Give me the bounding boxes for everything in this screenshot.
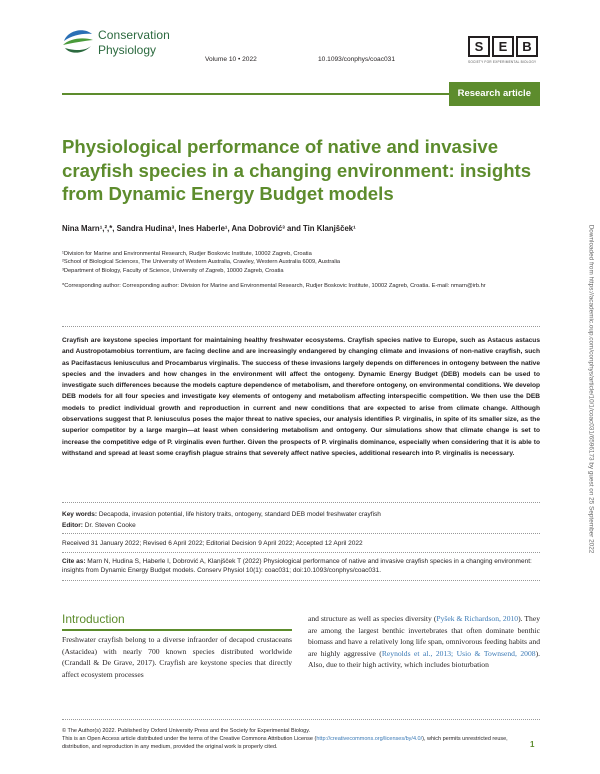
divider-editor <box>62 533 540 534</box>
divider-abstract <box>62 502 540 503</box>
license-line <box>62 735 522 751</box>
affiliation-1: ¹Division for Marine and Environmental Research, Rudjer Boskovic Institute, 10002 Zagreb, Croatia <box>62 251 312 257</box>
section-heading-introduction: Introduction <box>62 612 125 626</box>
download-watermark <box>586 194 596 584</box>
dates: Received 31 January 2022; Revised 6 April 2022; Editorial Decision 9 April 2022; Accepted 12 April 2022 <box>62 540 363 547</box>
doi-label: 10.1093/conphys/coac031 <box>318 56 395 63</box>
affiliation-2: ²School of Biological Sciences, The University of Western Australia, Crawley, Western Australia 6009, Australia <box>62 259 341 266</box>
cite-label: Cite as: <box>62 558 86 565</box>
license-text-b: ), which permits unrestricted reuse, distribution, and reproduction in any medium, provided the original work is properly cited. <box>62 736 508 750</box>
author-list: Nina Marn¹,²,*, Sandra Hudina³, Ines Haberle¹, Ana Dobrović³ and Tin Klanjšček¹ <box>62 224 356 233</box>
divider-footer <box>62 719 540 720</box>
keywords-value: Decapoda, invasion potential, life history traits, ontogeny, standard DEB model freshwater crayfish <box>98 511 381 518</box>
page-number: 1 <box>530 740 535 749</box>
cite-value: Marn N, Hudina S, Haberle I, Dobrović A, Klanjšček T (2022) Physiological performance of native and invasive crayfish species in a changing environment: insights from Dynamic Energy Budget models. Conserv Physiol 10(1): coac031; doi:10.1093/conphys/coac031. <box>62 558 532 574</box>
society-subtitle: SOCIETY FOR EXPERIMENTAL BIOLOGY <box>468 60 537 64</box>
editor-value: Dr. Steven Cooke <box>84 522 136 529</box>
section-heading-underline <box>62 629 292 631</box>
divider-top <box>62 326 540 327</box>
journal-logo-icon <box>62 26 94 56</box>
society-logo <box>468 36 540 62</box>
society-letter-b: B <box>516 36 538 57</box>
body-column-1: Freshwater crayfish belong to a diverse infraorder of decapod crustaceans (Astacidea) with nearly 700 known species distributed worldwide (Crandall & De Grave, 2017). Crayfish are keystone species that directly affect ecosystem processes <box>62 635 292 679</box>
divider-cite <box>62 580 540 581</box>
society-letter-e: E <box>492 36 514 57</box>
citation <box>62 557 540 575</box>
journal-name-line1: Conservation <box>98 28 170 42</box>
divider-dates <box>62 552 540 553</box>
license-link[interactable]: http://creativecommons.org/licenses/by/4.0/ <box>316 736 423 742</box>
editor <box>62 521 540 530</box>
license-text-a: This is an Open Access article distributed under the terms of the Creative Commons Attribution License ( <box>62 736 317 742</box>
corresponding-author: *Corresponding author: Corresponding author: Division for Marine and Environmental Research, Rudjer Boskovic Institute, 10002 Zagreb, Croatia. E-mail: nmarn@irb.hr <box>62 283 486 289</box>
article-type-badge: Research article <box>449 82 540 106</box>
keywords-label: Key words: <box>62 511 98 518</box>
society-letter-s: S <box>468 36 490 57</box>
abstract-text: Crayfish are keystone species important for maintaining healthy freshwater ecosystems. Crayfish species native to Europe, such as Astacus astacus and Austropotamobius torrentium, are facing decline and are increasingly endangered by changing climate and invasions of non-native crayfish, such as Pacifastacus leniusculus and Procambarus virginalis. The success of these invasions largely depends on differences in ontogeny between the native species and the invaders and how changes in the environment will affect the ontogeny. Dynamic Energy Budget (DEB) models can be used to investigate such differences because the models capture dependence of metabolism, and therefore ontogeny, on environmental conditions. We develop DEB models for all four species and investigate key elements of ontogeny and metabolism affecting interspecific competition. We then use the DEB models to predict individual growth and reproduction in current and new conditions that are expected to arise from climate change. Although observations suggest that P. leniusculus poses the major threat to native species, our analysis identifies P. virginalis, in spite of its smaller size, as the superior competitor by a large margin—at least when considering metabolism and ontogeny. Our simulations show that climate change is set to increase the competitive edge of P. virginalis even further. Given the prospects of P. virginalis dominance, especially when considering that it is able to withstand and spread at least some crayfish plague strains that severely affect native species, additional research into P. virginalis is necessary. <box>62 337 540 457</box>
footer-license <box>62 727 522 751</box>
citation-link-reynolds[interactable]: Reynolds et al., 2013; Usio & Townsend, 2008 <box>381 648 536 658</box>
affiliations <box>62 250 532 275</box>
paper-title: Physiological performance of native and invasive crayfish species in a changing environment: insights from Dynamic Energy Budget models <box>62 136 532 204</box>
journal-name-line2: Physiology <box>98 43 157 57</box>
download-note: Downloaded from https://academic.oup.com/conphys/article/10/1/coac031/6596173 by guest on 25 September 2022 <box>587 224 595 554</box>
col2-text-a: and structure as well as species diversity ( <box>308 614 437 623</box>
editor-label: Editor: <box>62 522 83 529</box>
col2-text-b: ). They are among the largest benthic invertebrates that often dominate benthic biomass and have a relatively long life span, omnivorous feeding habits and are highly aggressive ( <box>308 614 540 658</box>
journal-logo <box>62 24 202 72</box>
citation-link-pysek[interactable]: Pyšek & Richardson, 2010 <box>436 614 519 623</box>
keywords <box>62 510 540 519</box>
copyright-line: © The Author(s) 2022. Published by Oxford University Press and the Society for Experimental Biology. <box>62 728 311 734</box>
body-column-2 <box>308 613 540 671</box>
article-type-bar <box>62 82 540 110</box>
affiliation-3: ³Department of Biology, Faculty of Science, University of Zagreb, 10000 Zagreb, Croatia <box>62 267 284 274</box>
volume-label: Volume 10 • 2022 <box>205 56 257 63</box>
col2-text-c: ). Also, due to their high activity, which includes bioturbation <box>308 648 541 670</box>
